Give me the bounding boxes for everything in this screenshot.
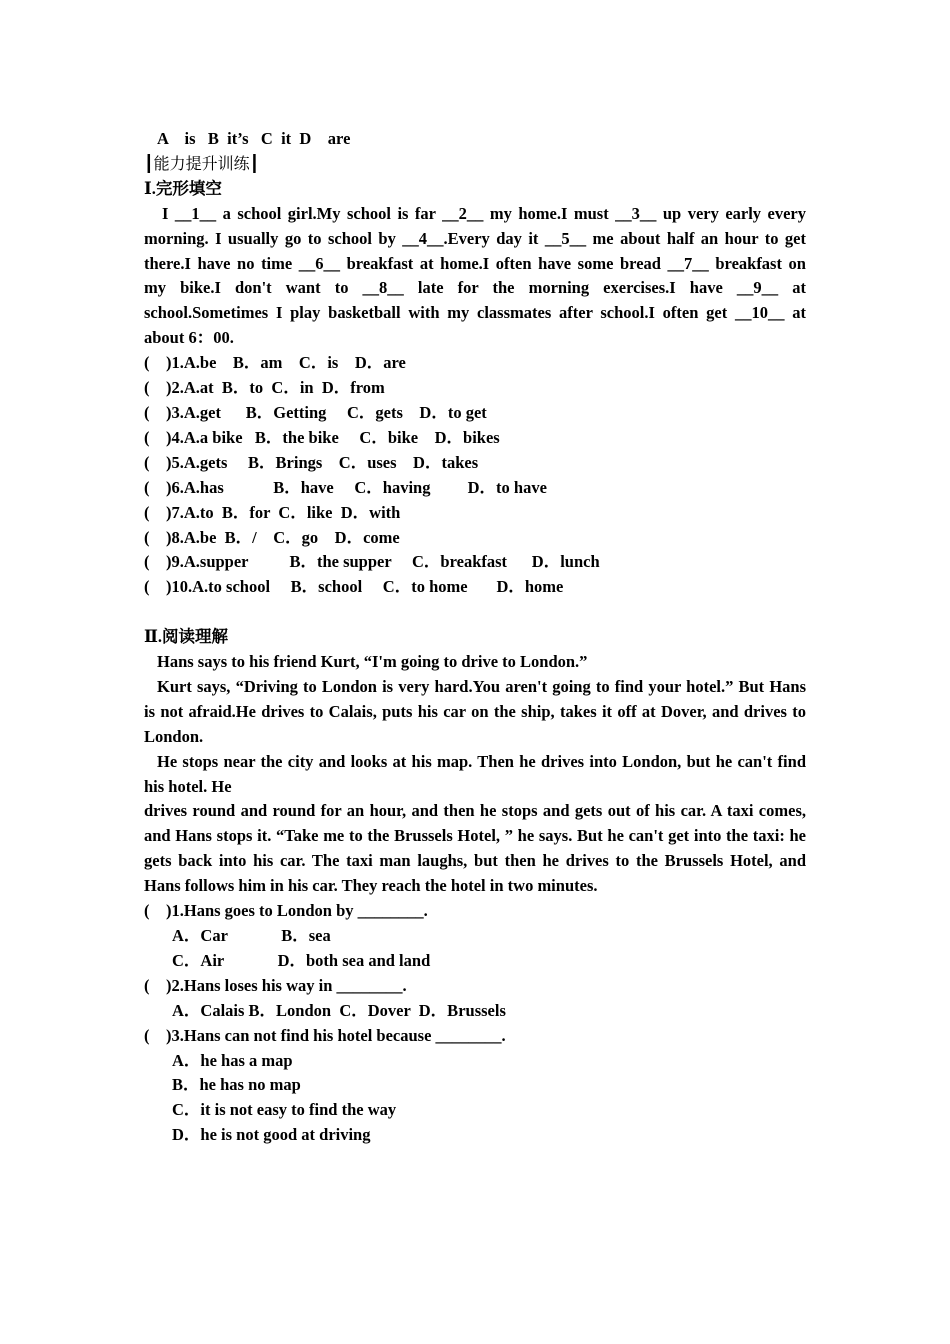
- passage-line: morning. I usually go to school by __4__.Every day it __5__ me about half an hour to get: [144, 228, 806, 248]
- answer-option: A．he has a map: [172, 1050, 293, 1070]
- passage-line: is not afraid.He drives to Calais, puts his car on the ship, takes it off at Dover, and drives to: [144, 701, 806, 721]
- passage-line: drives round and round for an hour, and then he stops and gets out of his car. A taxi comes,: [144, 801, 806, 821]
- cloze-question: ( )7.A.to B．for C．like D．with: [144, 502, 401, 522]
- cloze-question: ( )2.A.at B．to C．in D．from: [144, 378, 385, 398]
- cloze-question: ( )10.A.to school B．school C．to home D．home: [144, 577, 564, 597]
- spacer: [144, 600, 806, 625]
- cloze-question: ( )1.A.be B．am C．is D．are: [144, 353, 406, 373]
- passage-line: his hotel. He: [144, 776, 232, 796]
- answer-options: A．Car B．sea: [172, 925, 331, 945]
- cloze-question: ( )6.A.has B．have C．having D．to have: [144, 477, 547, 497]
- passage-line: I __1__ a school girl.My school is far __2__ my home.I must __3__ up very early every: [162, 203, 806, 223]
- passage-line: about 6：00.: [144, 328, 234, 348]
- passage-line: Hans follows him in his car. They reach the hotel in two minutes.: [144, 876, 598, 896]
- answer-option: D．he is not good at driving: [172, 1125, 371, 1145]
- answer-options: A．Calais B．London C．Dover D．Brussels: [172, 1000, 506, 1020]
- cloze-question: ( )4.A.a bike B．the bike C．bike D．bikes: [144, 427, 500, 447]
- cloze-question: ( )9.A.supper B．the supper C．breakfast D．lunch: [144, 552, 600, 572]
- passage-line: London.: [144, 726, 204, 746]
- previous-options-line: A is B it’s C it D are: [157, 129, 351, 148]
- section-mark: ┃能力提升训练┃: [144, 153, 260, 173]
- passage-line: Hans says to his friend Kurt, “I'm going to drive to London.”: [157, 652, 588, 672]
- cloze-questions: [144, 351, 806, 600]
- passage-line: He stops near the city and looks at his map. Then he drives into London, but he can't find: [157, 751, 806, 771]
- passage-line: Kurt says, “Driving to London is very hard.You aren't going to find your hotel.” But Hans: [157, 676, 806, 696]
- cloze-heading: Ⅰ.完形填空: [144, 178, 222, 198]
- reading-question: ( )3.Hans can not find his hotel because ________.: [144, 1025, 506, 1045]
- answer-option: B．he has no map: [172, 1075, 301, 1095]
- passage-line: school.Sometimes I play basketball with my classmates after school.I often get __10__ at: [144, 303, 806, 323]
- reading-passage: [144, 650, 806, 899]
- cloze-question: ( )3.A.get B．Getting C．gets D．to get: [144, 402, 487, 422]
- passage-line: my bike.I don't want to __8__ late for the morning exercises.I have __9__ at: [144, 278, 806, 298]
- cloze-question: ( )8.A.be B．/ C．go D．come: [144, 527, 400, 547]
- cloze-question: ( )5.A.gets B．Brings C．uses D．takes: [144, 452, 479, 472]
- cloze-passage: [144, 202, 806, 351]
- passage-line: there.I have no time __6__ breakfast at home.I often have some bread __7__ breakfast on: [144, 253, 806, 273]
- reading-heading: Ⅱ.阅读理解: [144, 627, 229, 647]
- reading-question: ( )2.Hans loses his way in ________.: [144, 975, 407, 995]
- reading-question: ( )1.Hans goes to London by ________.: [144, 901, 428, 921]
- reading-questions: [144, 899, 806, 1148]
- passage-line: gets back into his car. The taxi man laughs, but then he drives to the Brussels Hotel, and: [144, 851, 806, 871]
- answer-options: C．Air D．both sea and land: [172, 950, 431, 970]
- answer-option: C．it is not easy to find the way: [172, 1100, 397, 1120]
- passage-line: and Hans stops it. “Take me to the Brussels Hotel, ” he says. But he can't get into the taxi: he: [144, 826, 806, 846]
